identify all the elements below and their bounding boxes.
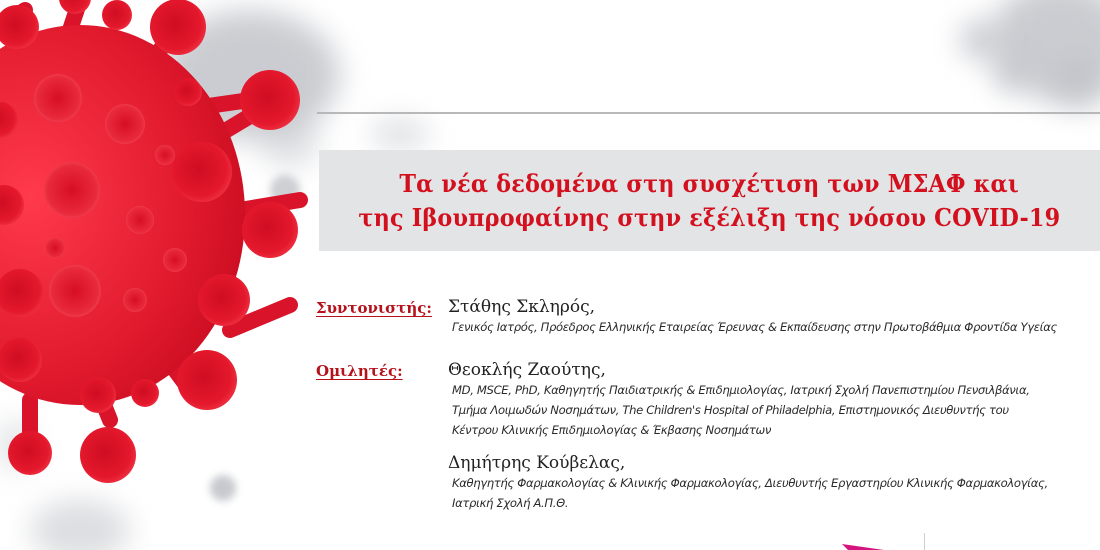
speaker-2-description-line-1: Καθηγητής Φαρμακολογίας & Κλινικής Φαρμακολογίας, Διευθυντής Εργαστηρίου Κλινικής Φαρμακολογίας, [452, 476, 1048, 490]
title-line-2: της Ιβουπροφαίνης στην εξέλιξη της νόσου COVID-19 [358, 202, 1061, 232]
title-banner [319, 150, 1100, 251]
magenta-accent-shape-icon [842, 540, 892, 550]
moderator-description: Γενικός Ιατρός, Πρόεδρος Ελληνικής Εταιρείας Έρευνας & Εκπαίδευσης στην Πρωτοβάθμια Φροντίδα Υγείας [452, 320, 1057, 334]
moderator-label: Συντονιστής: [316, 299, 432, 317]
speaker-2-description-line-2: Ιατρική Σχολή Α.Π.Θ. [452, 496, 569, 510]
speaker-2-name: Δημήτρης Κούβελας, [448, 453, 626, 473]
speakers-label: Ομιλητές: [316, 362, 403, 380]
bottom-divider-tick [924, 533, 925, 550]
speaker-1-description-line-3: Κέντρου Κλινικής Επιδημιολογίας & Έκβασης Νοσημάτων [452, 423, 772, 437]
moderator-name: Στάθης Σκληρός, [448, 297, 596, 317]
speaker-1-description-line-1: MD, MSCE, PhD, Καθηγητής Παιδιατρικής & Επιδημιολογίας, Ιατρική Σχολή Πανεπιστημίου Πενσιλβάνια, [452, 383, 1030, 397]
title-line-1: Τα νέα δεδομένα στη συσχέτιση των ΜΣΑΦ και [399, 168, 1020, 198]
coronavirus-illustration-icon [0, 0, 320, 550]
speaker-1-description-line-2: Τμήμα Λοιμωδών Νοσημάτων, The Children's Hospital of Philadelphia, Επιστημονικός Διευθυντής του [452, 403, 1009, 417]
top-divider [317, 112, 1100, 114]
speaker-1-name: Θεοκλής Ζαούτης, [448, 360, 606, 380]
